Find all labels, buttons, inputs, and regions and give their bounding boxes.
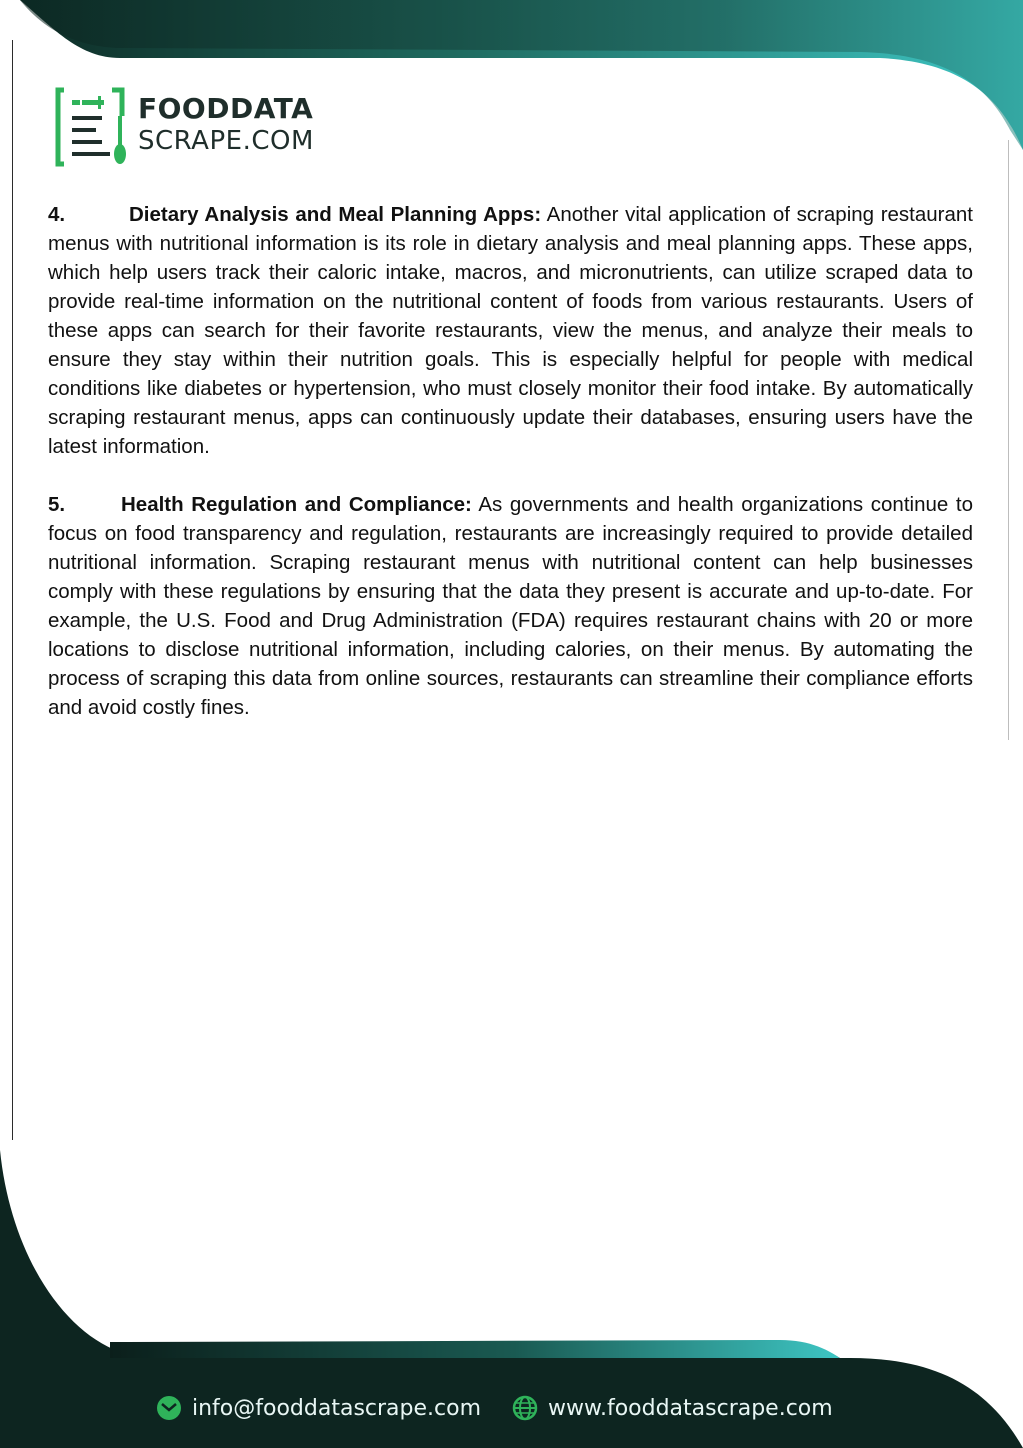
menu-board-icon <box>54 86 128 168</box>
globe-icon <box>512 1395 538 1421</box>
footer-website[interactable] <box>512 1395 833 1421</box>
section-number: 4. <box>48 203 66 226</box>
section-4 <box>48 200 973 461</box>
email-link[interactable]: info@fooddatascrape.com <box>192 1395 482 1421</box>
brand-logo <box>54 86 344 168</box>
section-text: As governments and health organizations continue to focus on food transparency and regulation, restaurants are increasingly required to provide detailed nutritional information. Scraping restaurant menus with nutritional content can help businesses comply with these regulations by ensuring that the data they present is accurate and up-to-date. For example, the U.S. Food and Drug Administration (FDA) requires restaurant chains with 20 or more locations to disclose nutritional information, including calories, on their menus. By automating the process of scraping this data from online sources, restaurants can streamline their compliance efforts and avoid costly fines. <box>48 493 973 719</box>
footer-email[interactable] <box>156 1395 481 1421</box>
brand-name-line2: SCRAPE.COM <box>138 126 314 156</box>
section-5 <box>48 490 973 722</box>
section-number: 5. <box>48 493 66 516</box>
section-heading: Health Regulation and Compliance: <box>121 493 472 516</box>
section-text: Another vital application of scraping restaurant menus with nutritional information is its role in dietary analysis and meal planning apps. These apps, which help users track their caloric intake, macros, and micronutrients, can utilize scraped data to provide real-time information on the nutritional content of foods from various restaurants. Users of these apps can search for their favorite restaurants, view the menus, and analyze their meals to ensure they stay within their nutrition goals. This is especially helpful for people with medical conditions like diabetes or hypertension, who must closely monitor their food intake. By automatically scraping restaurant menus, apps can continuously update their databases, ensuring users have the latest information. <box>48 203 974 458</box>
website-link[interactable]: www.fooddatascrape.com <box>548 1395 833 1421</box>
mail-icon <box>156 1395 182 1421</box>
frame-right-line <box>1008 140 1009 740</box>
document-body <box>48 200 973 751</box>
footer-contacts <box>0 1395 1023 1429</box>
section-heading: Dietary Analysis and Meal Planning Apps: <box>129 203 542 226</box>
brand-name-line1: FOODDATA <box>138 92 314 125</box>
brand-wordmark <box>138 92 314 156</box>
frame-left-line <box>12 40 13 1140</box>
